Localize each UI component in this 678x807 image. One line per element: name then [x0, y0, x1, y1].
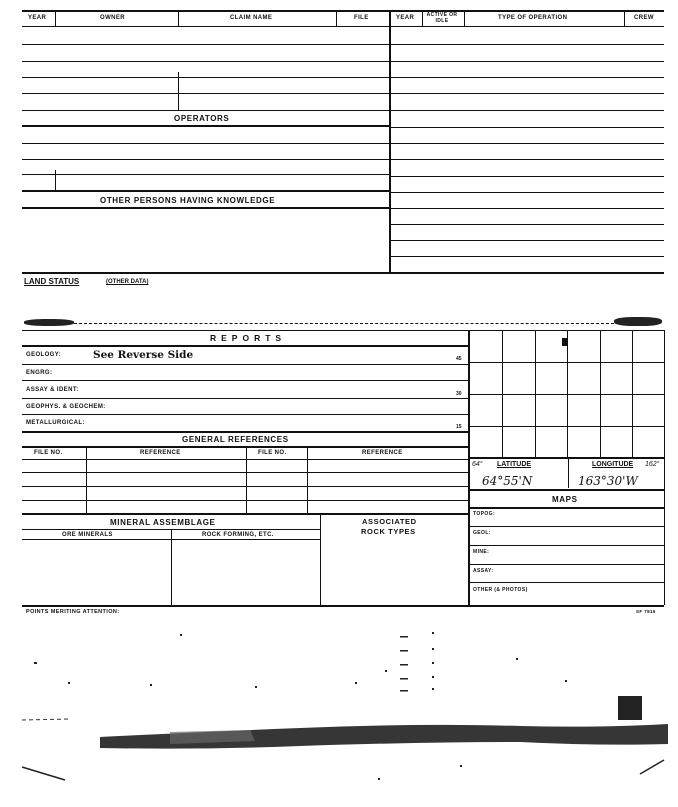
points-label: POINTS MERITING ATTENTION:: [26, 609, 120, 615]
header-year-2: YEAR: [396, 15, 415, 21]
associated-rock-types-2: ROCK TYPES: [361, 527, 416, 536]
scan-smudge-left: [24, 319, 74, 326]
report-num-30: 30: [456, 391, 462, 397]
maps-mine: MINE:: [473, 549, 490, 555]
header-year: YEAR: [28, 15, 47, 21]
scan-smudge-right: [614, 317, 662, 326]
grid-marker: [562, 338, 567, 346]
latitude-label: LATITUDE: [497, 461, 532, 468]
mineral-title: MINERAL ASSEMBLAGE: [110, 518, 216, 527]
longitude-suffix: 162°: [645, 461, 660, 468]
report-num-15: 15: [456, 424, 462, 430]
longitude-label: LONGITUDE: [592, 461, 634, 468]
ref-reference-1: REFERENCE: [140, 450, 181, 456]
report-num-45: 45: [456, 356, 462, 362]
form-code: SF 7815: [636, 609, 656, 614]
header-claim-name: CLAIM NAME: [230, 15, 273, 21]
report-label-metallurgical: METALLURGICAL:: [26, 420, 85, 426]
ref-file-no-2: FILE NO.: [258, 450, 287, 456]
report-label-engrg: ENGRG:: [26, 370, 53, 376]
scan-artifacts: [0, 620, 678, 807]
header-owner: OWNER: [100, 15, 125, 21]
land-status-label: LAND STATUS: [24, 277, 80, 286]
other-persons-label: OTHER PERSONS HAVING KNOWLEDGE: [100, 196, 276, 205]
maps-topog: TOPOG:: [473, 511, 496, 517]
maps-other: OTHER (& PHOTOS): [473, 587, 528, 593]
header-crew: CREW: [634, 15, 654, 21]
header-active-or-idle: ACTIVE OR IDLE: [426, 12, 458, 24]
header-type-of-operation: TYPE OF OPERATION: [498, 15, 568, 21]
maps-title: MAPS: [552, 495, 578, 504]
latitude-value: 64°55'N: [482, 474, 533, 488]
maps-geol: GEOL:: [473, 530, 491, 536]
report-label-assay: ASSAY & IDENT:: [26, 387, 79, 393]
ref-reference-2: REFERENCE: [362, 450, 403, 456]
rock-forming-label: ROCK FORMING, ETC.: [202, 532, 274, 538]
latitude-prefix: 64°: [472, 461, 483, 468]
geology-value: See Reverse Side: [93, 349, 194, 361]
maps-assay: ASSAY:: [473, 568, 494, 574]
header-file: FILE: [354, 15, 369, 21]
general-references-title: GENERAL REFERENCES: [182, 435, 289, 444]
ref-file-no-1: FILE NO.: [34, 450, 63, 456]
report-label-geophys: GEOPHYS. & GEOCHEM:: [26, 404, 106, 410]
ore-minerals-label: ORE MINERALS: [62, 532, 113, 538]
land-status-sublabel: (OTHER DATA): [106, 279, 149, 285]
report-label-geology: GEOLOGY:: [26, 352, 62, 358]
associated-rock-types-1: ASSOCIATED: [362, 517, 417, 526]
longitude-value: 163°30'W: [578, 474, 638, 488]
operators-label: OPERATORS: [174, 114, 230, 123]
reports-title: REPORTS: [210, 333, 287, 343]
